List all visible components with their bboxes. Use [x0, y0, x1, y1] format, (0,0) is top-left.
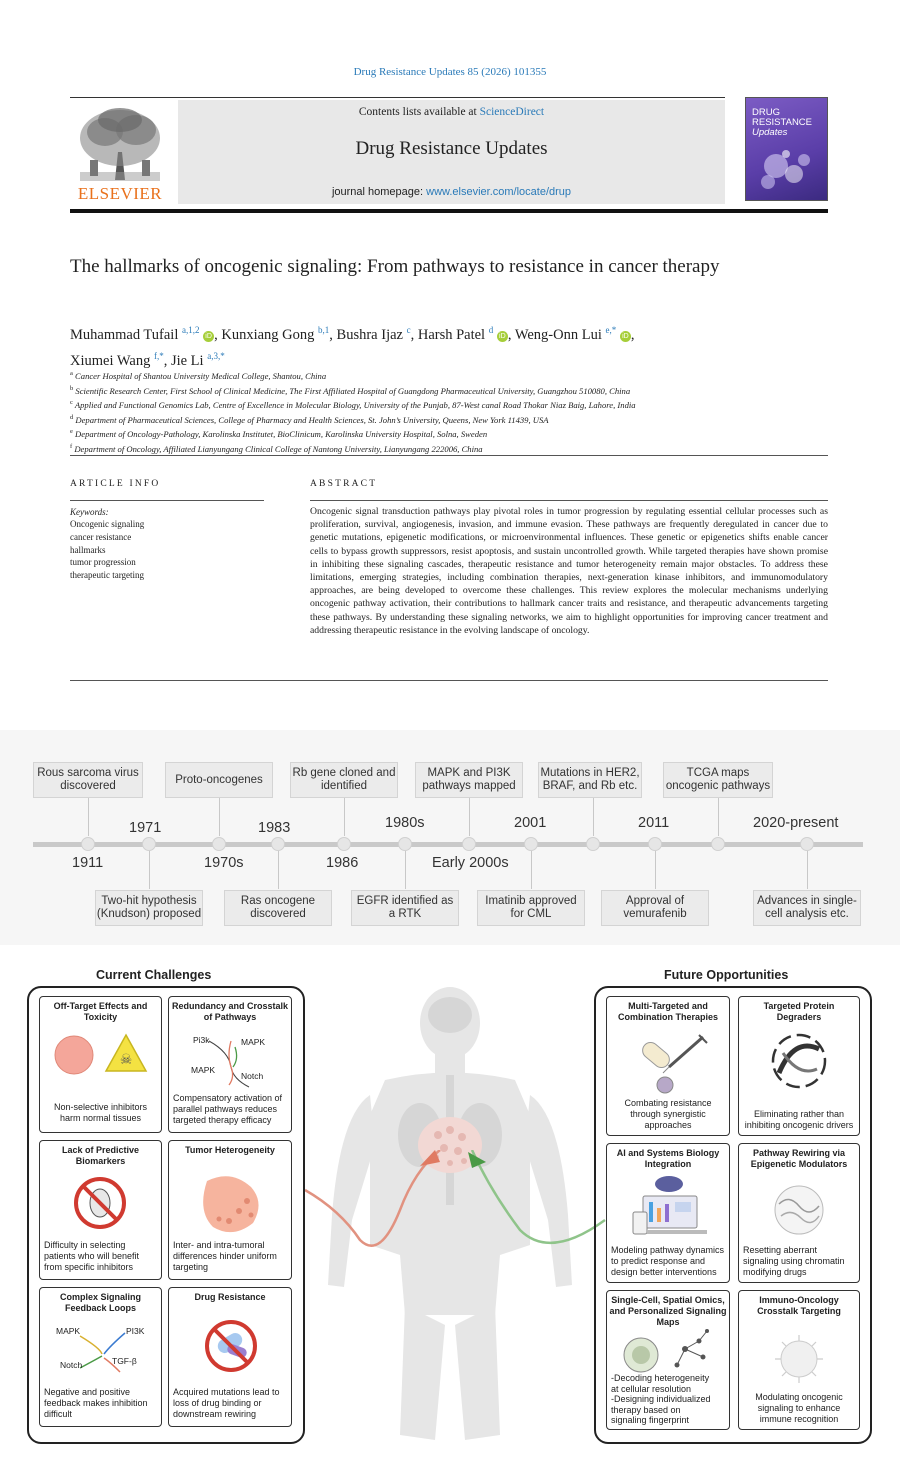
timeline-year: 1983 — [258, 820, 291, 836]
timeline-dot — [337, 837, 351, 851]
sciencedirect-link[interactable]: ScienceDirect — [479, 106, 545, 118]
challenge-card-off-target: Off-Target Effects and Toxicity ☠ Non-selective inhibitors harm normal tissues — [39, 996, 162, 1133]
timeline-event-bottom: Imatinib approved for CML — [477, 890, 585, 926]
timeline-stem — [718, 798, 719, 836]
elsevier-logo — [70, 100, 170, 204]
connector-waves — [300, 1150, 610, 1260]
cover-line-3: Updates — [752, 127, 788, 138]
svg-text:☠: ☠ — [119, 1052, 133, 1068]
timeline-year: 1971 — [129, 820, 162, 836]
svg-text:Notch: Notch — [60, 1360, 83, 1370]
timeline-event-top: MAPK and PI3K pathways mapped — [415, 762, 523, 798]
timeline-year: 1911 — [72, 855, 104, 871]
author-list: Muhammad Tufail $^{a,1,2}$ iD , Kunxiang Gong $^{b,1}$, Bushra Ijaz $^c$, Harsh Patel $^d$ iD , Weng-Onn Lui $^{e,*}$ iD , Xiumei Wang $^{f,*}$, Jie Li $^{a,3,*}$ — [70, 325, 635, 369]
timeline-event-top: Rous sarcoma virus discovered — [33, 762, 143, 798]
author-5[interactable]: Weng-Onn Lui $^{e,*}$ iD — [515, 327, 631, 343]
challenge-card-heterogeneity: Tumor Heterogeneity Inter- and intra-tumoral differences hinder uniform targeting — [168, 1140, 292, 1280]
keyword: Oncogenic signaling — [70, 519, 145, 529]
homepage-line — [178, 186, 725, 198]
opportunity-card-combination: Multi-Targeted and Combination Therapies Combating resistance through synergistic approaches — [606, 996, 730, 1136]
svg-text:TGF-β: TGF-β — [112, 1356, 137, 1366]
svg-text:MAPK: MAPK — [56, 1326, 81, 1336]
orcid-icon[interactable]: iD — [620, 331, 631, 342]
timeline-dot — [648, 837, 662, 851]
affiliation-item: $^c$ Applied and Functional Genomics Lab, Centre of Excellence in Molecular Biology, University of the Punjab, 87-West canal Road Thokar Niaz Baig, Lahore, India — [70, 399, 636, 410]
timeline-dot — [524, 837, 538, 851]
timeline-event-bottom: Approval of vemurafenib — [601, 890, 709, 926]
affiliation-list — [70, 368, 790, 455]
timeline-dot — [398, 837, 412, 851]
timeline-year: Early 2000s — [432, 855, 509, 871]
timeline-stem — [278, 851, 279, 889]
orcid-icon[interactable]: iD — [497, 331, 508, 342]
timeline-event-bottom: Ras oncogene discovered — [224, 890, 332, 926]
homepage-prefix: journal homepage: — [331, 186, 427, 198]
timeline-dot — [586, 837, 600, 851]
opportunity-card-single-cell: Single-Cell, Spatial Omics, and Personalized Signaling Maps -Decoding heterogeneity at cellular resolution -Designing individualized therapy based on signaling fingerprint — [606, 1290, 730, 1430]
challenge-card-feedback: Complex Signaling Feedback Loops MAPK PI3K Notch TGF-β Negative and positive feedback makes inhibition difficult — [39, 1287, 162, 1427]
affiliation-item: $^f$ Department of Oncology, Affiliated Lianyungang Clinical College of Nantong University, Lianyungang 222006, China — [70, 442, 483, 454]
svg-text:MAPK: MAPK — [241, 1037, 266, 1047]
affiliation-item: $^e$ Department of Oncology-Pathology, Karolinska Institutet, BioClinicum, Karolinska University Hospital, Solna, Sweden — [70, 428, 488, 440]
section-rule — [70, 455, 828, 456]
timeline-stem — [88, 798, 89, 836]
timeline-dot — [800, 837, 814, 851]
article-info-heading: ARTICLE INFO — [70, 479, 161, 489]
journal-cover[interactable] — [745, 97, 828, 201]
keyword: cancer resistance — [70, 531, 132, 542]
timeline-event-bottom: EGFR identified as a RTK — [351, 890, 459, 926]
homepage-link[interactable]: www.elsevier.com/locate/drup — [426, 186, 572, 198]
timeline-stem — [469, 798, 470, 836]
author-4[interactable]: Harsh Patel $^d$ iD — [418, 327, 508, 343]
timeline-stem — [149, 851, 150, 889]
keyword: therapeutic targeting — [70, 570, 145, 581]
timeline-year: 2011 — [638, 815, 670, 831]
timeline-year: 1986 — [326, 855, 359, 871]
timeline-event-top: TCGA maps oncogenic pathways — [663, 762, 773, 798]
timeline-event-bottom: Two-hit hypothesis (Knudson) proposed — [95, 890, 203, 926]
challenge-card-redundancy: Redundancy and Crosstalk of Pathways Pi3k MAPK MAPK Notch Compensatory activation of parallel pathways reduces targeted therapy efficacy — [168, 996, 292, 1133]
timeline-stem — [344, 798, 345, 836]
timeline-stem — [405, 851, 406, 889]
author-3[interactable]: Bushra Ijaz $^c$ — [336, 325, 411, 343]
author-1[interactable]: Muhammad Tufail $^{a,1,2}$ iD — [70, 327, 214, 343]
timeline-event-top: Rb gene cloned and identified — [290, 762, 398, 798]
opportunity-card-immuno: Immuno-Oncology Crosstalk Targeting Modulating oncogenic signaling to enhance immune recognition — [738, 1290, 860, 1430]
single-cell-desc: -Decoding heterogeneity at cellular resolution -Designing individualized therapy based on signaling fingerprint — [611, 1373, 711, 1426]
affiliation-item: $^b$ Scientific Research Center, First School of Clinical Medicine, The First Affiliated Hospital of Guangdong Pharmaceutical University, Guangzhou 510080, China — [70, 384, 631, 396]
timeline-stem — [655, 851, 656, 889]
timeline-dot — [81, 837, 95, 851]
abstract-heading: ABSTRACT — [310, 479, 378, 489]
keywords-label: Keywords: — [70, 507, 109, 517]
section-rule — [70, 680, 828, 681]
timeline-event-top: Proto-oncogenes — [165, 762, 273, 798]
timeline-stem — [593, 798, 594, 836]
affiliation-item: $^a$ Cancer Hospital of Shantou University Medical College, Shantou, China — [70, 370, 327, 381]
timeline-event-top: Mutations in HER2, BRAF, and Rb etc. — [538, 762, 642, 798]
timeline-dot — [212, 837, 226, 851]
opportunity-card-ai: AI and Systems Biology Integration Modeling pathway dynamics to predict response and design better interventions — [606, 1143, 730, 1283]
abstract-rule — [310, 500, 828, 501]
opportunities-heading: Future Opportunities — [664, 968, 789, 982]
svg-text:MAPK: MAPK — [191, 1065, 216, 1075]
cover-art-icon — [746, 98, 828, 201]
timeline-axis — [33, 842, 863, 847]
contents-line — [178, 106, 725, 118]
header-top-rule — [70, 97, 725, 98]
keyword: hallmarks — [70, 544, 106, 555]
timeline-dot — [271, 837, 285, 851]
timeline-year: 2020-present — [753, 815, 839, 831]
author-6[interactable]: Xiumei Wang $^{f,*}$ — [70, 350, 164, 369]
svg-text:PI3K: PI3K — [126, 1326, 145, 1336]
keyword: tumor progression — [70, 557, 136, 568]
journal-title: Drug Resistance Updates — [355, 138, 548, 159]
keyword-list — [70, 518, 144, 582]
challenge-card-biomarkers: Lack of Predictive Biomarkers Difficulty in selecting patients who will benefit from specific inhibitors — [39, 1140, 162, 1280]
timeline-dot — [462, 837, 476, 851]
cover-line-2: RESISTANCE — [752, 117, 813, 128]
publisher-name: ELSEVIER — [77, 184, 163, 203]
header-bottom-rule — [70, 209, 828, 213]
article-info-rule — [70, 500, 264, 501]
journal-citation[interactable]: Drug Resistance Updates 85 (2026) 101355 — [353, 66, 547, 78]
opportunity-card-degraders: Targeted Protein Degraders Eliminating rather than inhibiting oncogenic drivers — [738, 996, 860, 1136]
timeline-year: 1980s — [385, 815, 425, 831]
timeline-stem — [219, 798, 220, 836]
author-7[interactable]: Jie Li $^{a,3,*}$ — [170, 350, 225, 369]
author-2[interactable]: Kunxiang Gong $^{b,1}$ — [221, 325, 330, 343]
abstract-text: Oncogenic signal transduction pathways play pivotal roles in tumor progression by regulating essential cellular processes such as proliferation, survival, angiogenesis, invasion, and immune evasion. These pathways are frequently deregulated in cancer due to genetic mutations, epigenetic modifications, or microenvironmental influences. These genetic or epigenetics shifts enable cancer cells to bypass growth suppressors, resist apoptosis, and sustain uncontrolled growth. While targeted therapies have shown promise in inhibiting these signaling cascades, therapeutic resistance and tumor heterogeneity remain major obstacles. To address these limitations, emerging strategies, including combination therapies, next-generation kinase inhibitors, and immunomodulatory approaches, are being developed to overcome these challenges. This review explores the molecular mechanisms underlying oncogenic pathway activation, their contributions to hallmark cancer traits and resistance, and therapeutic advancements targeting these pathways. By understanding these signaling networks, we aim to highlight opportunities for improving cancer treatment and addressing therapeutic resistance in the evolving landscape of oncology. — [310, 506, 828, 636]
timeline-year: 2001 — [514, 815, 547, 831]
svg-text:Notch: Notch — [241, 1071, 264, 1081]
article-title: The hallmarks of oncogenic signaling: From pathways to resistance in cancer therapy — [70, 256, 720, 277]
contents-prefix: Contents lists available at — [358, 106, 480, 118]
timeline-dot — [711, 837, 725, 851]
timeline-figure — [0, 730, 900, 945]
timeline-year: 1970s — [204, 855, 244, 871]
orcid-icon[interactable]: iD — [203, 331, 214, 342]
timeline-stem — [531, 851, 532, 889]
svg-text:Pi3k: Pi3k — [193, 1035, 210, 1045]
opportunity-card-epigenetic: Pathway Rewiring via Epigenetic Modulators Resetting aberrant signaling using chromatin modifying drugs — [738, 1143, 860, 1283]
challenges-heading: Current Challenges — [96, 968, 212, 982]
timeline-event-bottom: Advances in single-cell analysis etc. — [753, 890, 861, 926]
challenge-card-drug-resistance: Drug Resistance Acquired mutations lead to loss of drug binding or downstream rewiring — [168, 1287, 292, 1427]
cover-line-1: DRUG — [752, 107, 780, 118]
timeline-stem — [807, 851, 808, 889]
timeline-dot — [142, 837, 156, 851]
affiliation-item: $^d$ Department of Pharmaceutical Sciences, College of Pharmacy and Health Sciences, St. John’s University, Queens, New York 11439, USA — [70, 413, 549, 425]
